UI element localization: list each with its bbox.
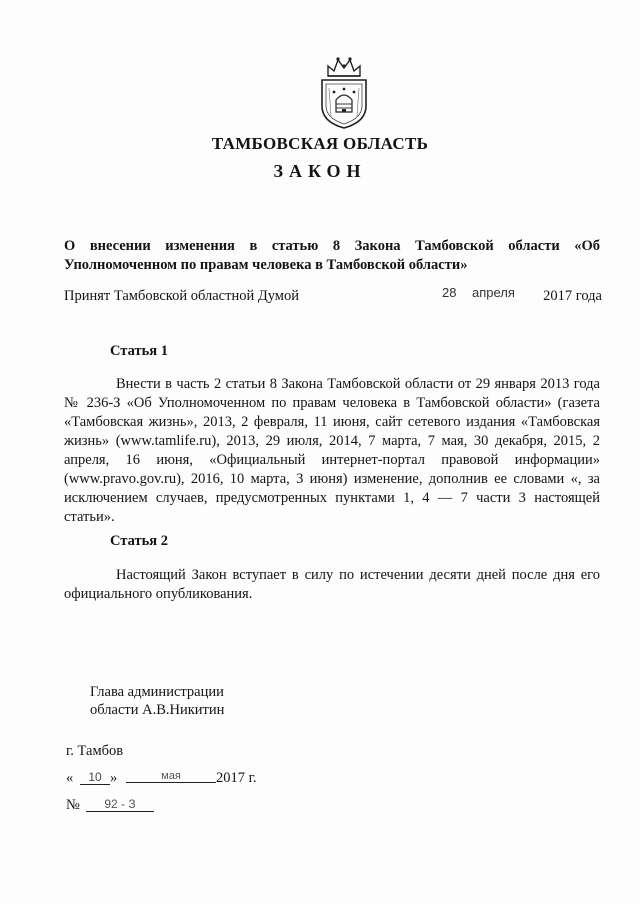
date-quote-close: » xyxy=(110,770,118,786)
document-type-title: ЗАКОН xyxy=(273,161,367,181)
article-1-text: Внести в часть 2 статьи 8 Закона Тамбовской области от 29 января 2013 года № 236-З «Об Уполномоченном по правам человека в Тамбовской области» (газета «Тамбовская жизнь», 2013, 2 февраля, 11 июня, сайт сетевого издания «Тамбовская жизнь» (www.tamlife.ru), 2013, 29 июля, 2014, 7 марта, 7 мая, 30 декабря, 2015, 2 апреля, 16 июня, «Официальный интернет-портал правовой информации» (www.pravo.gov.ru), 2016, 10 марта, 3 июня) изменение, дополнив ее словами «, за исключением случаев, предусмотренных пунктами 1, 4 — 7 части 3 настоящей статьи». xyxy=(64,376,600,525)
adoption-line xyxy=(64,285,602,308)
signing-month: мая xyxy=(126,770,216,783)
signing-year: 2017 г. xyxy=(216,770,257,786)
number-sign: № xyxy=(66,797,80,813)
article-2-text: Настоящий Закон вступает в силу по истечении десяти дней после дня его официального опубликования. xyxy=(64,567,600,602)
adoption-label: Принят Тамбовской областной Думой xyxy=(64,288,299,304)
signing-date xyxy=(66,770,286,790)
adoption-year: 2017 года xyxy=(543,288,602,304)
signature-block xyxy=(90,683,224,719)
signature-title: Глава администрации xyxy=(90,684,224,700)
coat-of-arms-icon xyxy=(316,54,372,130)
signing-city: г. Тамбов xyxy=(66,743,124,759)
region-title: ТАМБОВСКАЯ ОБЛАСТЬ xyxy=(211,134,429,153)
law-number-value: 92 - З xyxy=(86,797,154,812)
law-number xyxy=(66,797,206,817)
article-1-heading: Статья 1 xyxy=(110,343,168,359)
date-quote-open: « xyxy=(66,770,74,786)
law-subject: О внесении изменения в статью 8 Закона Тамбовской области «Об Уполномоченном по правам человека в Тамбовской области» xyxy=(64,238,600,273)
adoption-day: 28 xyxy=(442,285,457,300)
article-2-heading: Статья 2 xyxy=(110,533,168,549)
signature-name: области А.В.Никитин xyxy=(90,702,225,718)
adoption-month: апреля xyxy=(472,285,515,300)
signing-day: 10 xyxy=(80,770,110,785)
